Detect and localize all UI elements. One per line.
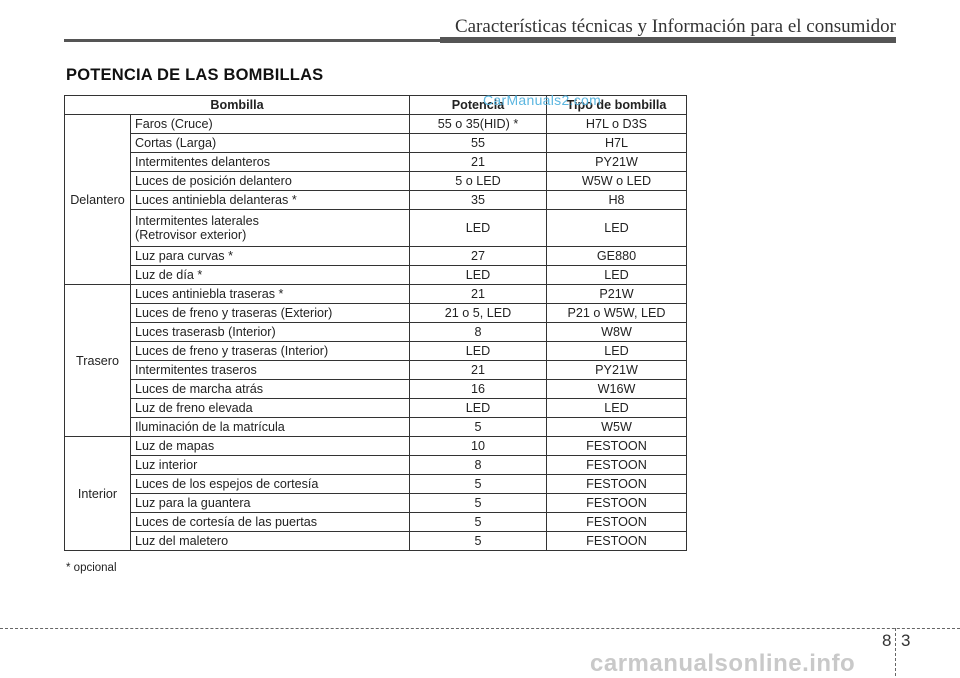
bulb-type: P21W — [547, 285, 687, 304]
bulb-power: 55 o 35(HID) * — [410, 115, 547, 134]
section-title: POTENCIA DE LAS BOMBILLAS — [66, 66, 324, 84]
bulb-type: PY21W — [547, 361, 687, 380]
bulb-name: Luz para la guantera — [131, 494, 410, 513]
bulb-name: Luces de freno y traseras (Exterior) — [131, 304, 410, 323]
page-number: 3 — [901, 631, 911, 650]
bulb-name: Luz interior — [131, 456, 410, 475]
page-chapter-number: 8 — [882, 631, 892, 650]
bulb-name: Luz para curvas * — [131, 247, 410, 266]
table-row — [65, 191, 687, 210]
table-row — [65, 285, 687, 304]
bulb-power: 35 — [410, 191, 547, 210]
bulb-type: FESTOON — [547, 475, 687, 494]
bulb-power: 10 — [410, 437, 547, 456]
bulb-type: FESTOON — [547, 532, 687, 551]
bulb-power: 8 — [410, 456, 547, 475]
bulb-name: Luz de día * — [131, 266, 410, 285]
bulb-table — [64, 95, 687, 551]
table-row — [65, 210, 687, 247]
table-row — [65, 513, 687, 532]
page-number-separator — [895, 628, 896, 676]
bulb-power: 5 — [410, 532, 547, 551]
bulb-name: Intermitentes traseros — [131, 361, 410, 380]
bulb-type: FESTOON — [547, 494, 687, 513]
bulb-power: 5 — [410, 513, 547, 532]
bulb-type: FESTOON — [547, 513, 687, 532]
group-label-delantero: Delantero — [65, 115, 131, 285]
table-row — [65, 475, 687, 494]
bulb-name: Iluminación de la matrícula — [131, 418, 410, 437]
bulb-type: LED — [547, 342, 687, 361]
bulb-type: H7L o D3S — [547, 115, 687, 134]
bulb-name: Luces de marcha atrás — [131, 380, 410, 399]
bulb-name-line1: Intermitentes laterales — [135, 214, 259, 228]
table-row — [65, 134, 687, 153]
bulb-type: LED — [547, 210, 687, 247]
table-row — [65, 380, 687, 399]
footnote: * opcional — [66, 562, 117, 574]
bulb-name: Luz del maletero — [131, 532, 410, 551]
table-row — [65, 153, 687, 172]
table-row — [65, 532, 687, 551]
header-potencia: Potencia — [410, 96, 547, 115]
bulb-power: 27 — [410, 247, 547, 266]
bulb-type: PY21W — [547, 153, 687, 172]
bulb-type: FESTOON — [547, 456, 687, 475]
bulb-power: LED — [410, 210, 547, 247]
bulb-name: Luz de freno elevada — [131, 399, 410, 418]
group-label-trasero: Trasero — [65, 285, 131, 437]
table-row — [65, 437, 687, 456]
bulb-name: Intermitentes delanteros — [131, 153, 410, 172]
table-row — [65, 399, 687, 418]
bulb-power: 21 o 5, LED — [410, 304, 547, 323]
table-row — [65, 266, 687, 285]
bulb-power: 21 — [410, 285, 547, 304]
bulb-power: 5 — [410, 418, 547, 437]
bulb-type: LED — [547, 399, 687, 418]
bulb-name: Cortas (Larga) — [131, 134, 410, 153]
table-row — [65, 342, 687, 361]
bulb-power: 16 — [410, 380, 547, 399]
bulb-power: 5 — [410, 494, 547, 513]
table-row — [65, 418, 687, 437]
bulb-name: Luces de posición delantero — [131, 172, 410, 191]
table-row — [65, 323, 687, 342]
table-row — [65, 456, 687, 475]
bulb-type: W16W — [547, 380, 687, 399]
bulb-power: 5 o LED — [410, 172, 547, 191]
bulb-power: LED — [410, 399, 547, 418]
bulb-name: Luces antiniebla traseras * — [131, 285, 410, 304]
bulb-name — [131, 210, 410, 247]
bulb-type: LED — [547, 266, 687, 285]
header-rule-thick — [440, 37, 896, 43]
group-label-interior: Interior — [65, 437, 131, 551]
header-bombilla: Bombilla — [65, 96, 410, 115]
bulb-power: LED — [410, 266, 547, 285]
bulb-name: Luces antiniebla delanteras * — [131, 191, 410, 210]
bulb-type: P21 o W5W, LED — [547, 304, 687, 323]
bulb-type: W5W o LED — [547, 172, 687, 191]
bulb-name: Luces traserasb (Interior) — [131, 323, 410, 342]
bulb-power: LED — [410, 342, 547, 361]
footer-dashed-rule — [0, 628, 960, 629]
table-row — [65, 361, 687, 380]
bulb-type: W8W — [547, 323, 687, 342]
header-tipo: Tipo de bombilla — [547, 96, 687, 115]
bulb-name-line2: (Retrovisor exterior) — [135, 228, 247, 242]
table-row — [65, 247, 687, 266]
table-body — [65, 115, 687, 551]
bulb-type: H8 — [547, 191, 687, 210]
bulb-power: 55 — [410, 134, 547, 153]
bulb-power: 8 — [410, 323, 547, 342]
watermark-bottom: carmanualsonline.info — [590, 650, 856, 677]
bulb-name: Faros (Cruce) — [131, 115, 410, 134]
bulb-power: 5 — [410, 475, 547, 494]
bulb-name: Luces de cortesía de las puertas — [131, 513, 410, 532]
bulb-type: FESTOON — [547, 437, 687, 456]
table-row — [65, 115, 687, 134]
bulb-name: Luces de los espejos de cortesía — [131, 475, 410, 494]
watermark-top: CarManuals2.com — [483, 92, 602, 108]
bulb-type: GE880 — [547, 247, 687, 266]
table-row — [65, 172, 687, 191]
bulb-power: 21 — [410, 153, 547, 172]
bulb-type: H7L — [547, 134, 687, 153]
bulb-type: W5W — [547, 418, 687, 437]
page-header-title: Características técnicas y Información para el consumidor — [454, 16, 896, 37]
table-row — [65, 304, 687, 323]
bulb-power: 21 — [410, 361, 547, 380]
table-row — [65, 494, 687, 513]
bulb-name: Luz de mapas — [131, 437, 410, 456]
bulb-name: Luces de freno y traseras (Interior) — [131, 342, 410, 361]
